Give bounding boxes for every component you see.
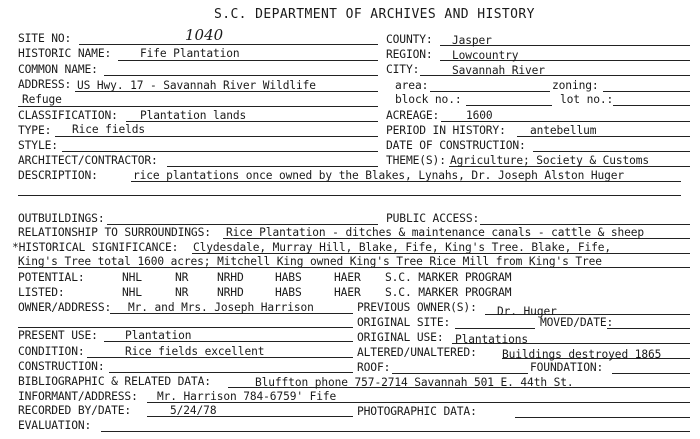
roof-label: ROOF: [357, 361, 391, 374]
historic-name-line [118, 60, 378, 61]
foundation-label: FOUNDATION: [530, 361, 604, 374]
historical-significance-line-2 [18, 267, 690, 268]
region-value: Lowcountry [452, 49, 519, 62]
site-no-value: 1040 [185, 26, 224, 44]
lot-no-line [613, 105, 690, 106]
listed-label: LISTED: [18, 286, 65, 299]
potential-nr: NR [175, 271, 189, 284]
altered-value: Buildings destroyed 1865 [502, 348, 662, 361]
type-value: Rice fields [72, 123, 145, 136]
construction-label: CONSTRUCTION: [18, 360, 105, 373]
present-use-value: Plantation [125, 329, 192, 342]
previous-owner-value: Dr. Huger [497, 305, 557, 318]
address-value-1: US Hwy. 17 - Savannah River Wildlife [77, 79, 316, 92]
owner-address-label: OWNER/ADDRESS: [18, 301, 112, 314]
address-value-2: Refuge [22, 93, 62, 106]
region-label: REGION: [386, 48, 433, 61]
recorded-label: RECORDED BY/DATE: [18, 404, 132, 417]
address-line-2 [18, 106, 378, 107]
themes-value: Agriculture; Society & Customs [450, 154, 650, 167]
city-value: Savannah River [452, 64, 545, 77]
form-title: S.C. DEPARTMENT OF ARCHIVES AND HISTORY [214, 7, 535, 22]
city-label: CITY: [386, 63, 420, 76]
informant-value: Mr. Harrison 784-6759' Fife [157, 390, 337, 403]
moved-date-label: MOVED/DATE: [540, 316, 614, 329]
description-label: DESCRIPTION: [18, 169, 98, 182]
evaluation-line [101, 431, 690, 432]
roof-line [392, 373, 528, 374]
listed-nr: NR [175, 286, 189, 299]
block-no-line [466, 105, 552, 106]
type-label: TYPE: [18, 124, 52, 137]
historic-name-value: Fife Plantation [140, 47, 240, 60]
condition-label: CONDITION: [18, 345, 85, 358]
county-value: Jasper [452, 34, 492, 47]
historic-name-label: HISTORIC NAME: [18, 47, 112, 60]
potential-habs: HABS [275, 271, 302, 284]
potential-nhl: NHL [122, 271, 142, 284]
moved-date-line [607, 328, 690, 329]
previous-owner-label: PREVIOUS OWNER(S): [357, 301, 477, 314]
description-value: rice plantations once owned by the Blakes, Lynahs, Dr. Joseph Alston Huger [133, 169, 625, 182]
altered-label: ALTERED/UNALTERED: [357, 346, 477, 359]
outbuildings-label: OUTBUILDINGS: [18, 212, 105, 225]
description-line-2 [18, 195, 681, 196]
type-line [55, 136, 378, 137]
classification-value: Plantation lands [140, 109, 247, 122]
county-label: COUNTY: [386, 33, 433, 46]
architect-label: ARCHITECT/CONTRACTOR: [18, 154, 158, 167]
bibliographic-label: BIBLIOGRAPHIC & RELATED DATA: [18, 375, 211, 388]
area-line [430, 91, 550, 92]
construction-line [109, 372, 353, 373]
historical-significance-value-1: Clydesdale, Murray Hill, Blake, Fife, King's Tree. Blake, Fife, [193, 241, 612, 254]
potential-label: POTENTIAL: [18, 271, 85, 284]
common-name-label: COMMON NAME: [18, 63, 98, 76]
potential-nrhd: NRHD [217, 271, 244, 284]
relationship-value: Rice Plantation - ditches & maintenance canals - cattle & sheep [226, 226, 645, 239]
outbuildings-line [107, 224, 378, 225]
themes-label: THEME(S): [386, 154, 446, 167]
area-label: area: [395, 79, 429, 92]
present-use-label: PRESENT USE: [18, 329, 98, 342]
listed-nhl: NHL [122, 286, 142, 299]
original-site-line [455, 328, 535, 329]
date-construction-label: DATE OF CONSTRUCTION: [386, 139, 526, 152]
site-no-line [79, 44, 378, 45]
address-label: ADDRESS: [18, 78, 72, 91]
zoning-line [603, 91, 690, 92]
acreage-value: 1600 [466, 109, 493, 122]
historical-significance-label: *HISTORICAL SIGNIFICANCE: [12, 241, 179, 254]
acreage-label: ACREAGE: [386, 109, 440, 122]
potential-marker: S.C. MARKER PROGRAM [385, 271, 512, 284]
owner-address-line-2 [18, 327, 353, 328]
block-no-label: block no.: [395, 93, 462, 106]
zoning-label: zoning: [552, 79, 599, 92]
photographic-line [515, 417, 690, 418]
foundation-line [612, 373, 690, 374]
style-line [62, 151, 378, 152]
photographic-label: PHOTOGRAPHIC DATA: [357, 405, 477, 418]
original-use-label: ORIGINAL USE: [357, 331, 444, 344]
condition-value: Rice fields excellent [125, 345, 265, 358]
listed-haer: HAER [334, 286, 361, 299]
style-label: STYLE: [18, 139, 58, 152]
listed-nrhd: NRHD [217, 286, 244, 299]
period-label: PERIOD IN HISTORY: [386, 124, 506, 137]
original-use-value: Plantations [455, 333, 528, 346]
site-no-label: SITE NO: [18, 32, 72, 45]
date-construction-line [533, 151, 690, 152]
period-value: antebellum [530, 124, 597, 137]
historical-significance-value-2: King's Tree total 1600 acres; Mitchell King owned King's Tree Rice Mill from King's Tree [18, 255, 602, 268]
owner-address-value: Mr. and Mrs. Joseph Harrison [128, 301, 314, 314]
architect-line [167, 166, 378, 167]
informant-label: INFORMANT/ADDRESS: [18, 390, 138, 403]
listed-marker: S.C. MARKER PROGRAM [385, 286, 512, 299]
bibliographic-value: Bluffton phone 757-2714 Savannah 501 E. 44th St. [255, 376, 574, 389]
relationship-label: RELATIONSHIP TO SURROUNDINGS: [18, 226, 211, 239]
public-access-label: PUBLIC ACCESS: [386, 212, 480, 225]
evaluation-label: EVALUATION: [18, 419, 92, 432]
classification-label: CLASSIFICATION: [18, 109, 118, 122]
common-name-line [104, 75, 378, 76]
original-site-label: ORIGINAL SITE: [357, 316, 451, 329]
lot-no-label: lot no.: [560, 93, 614, 106]
potential-haer: HAER [334, 271, 361, 284]
recorded-date-value: 5/24/78 [170, 404, 217, 417]
public-access-line [480, 224, 690, 225]
listed-habs: HABS [275, 286, 302, 299]
